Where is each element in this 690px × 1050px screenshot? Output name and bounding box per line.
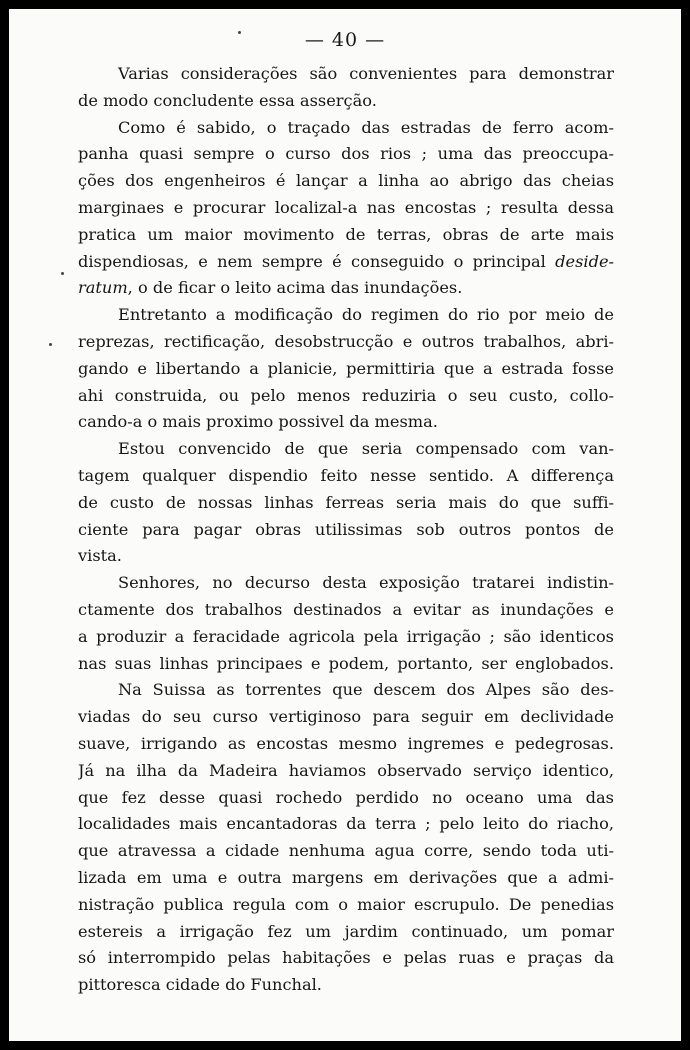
text-line: só interrompido pelas habitações e pelas ruas e praças da bbox=[78, 948, 614, 968]
text-line: de custo de nossas linhas ferreas seria mais do que suffi- bbox=[78, 492, 614, 512]
text-line: ahi construida, ou pelo menos reduziria o seu custo, collo- bbox=[78, 385, 614, 405]
text-line: que atravessa a cidade nenhuma agua corre, sendo toda uti- bbox=[78, 841, 614, 861]
italic-term: ratum bbox=[78, 278, 128, 298]
text-line: Na Suissa as torrentes que descem dos Alpes são des- bbox=[118, 680, 614, 700]
text-line: nas suas linhas principaes e podem, portanto, ser englobados. bbox=[78, 653, 614, 673]
text-line: Estou convencido de que seria compensado com van- bbox=[118, 439, 614, 459]
text-line: ciente para pagar obras utilissimas sob outros pontos de bbox=[78, 519, 614, 539]
text-line: viadas do seu curso vertiginoso para seguir em declividade bbox=[78, 707, 614, 727]
text-line: suave, irrigando as encostas mesmo ingremes e pedegrosas. bbox=[78, 733, 614, 753]
text-line: Já na ilha da Madeira haviamos observado serviço identico, bbox=[78, 760, 614, 780]
body-text bbox=[78, 61, 614, 999]
text-line: que fez desse quasi rochedo perdido no oceano uma das bbox=[78, 787, 614, 807]
text-line: nistração publica regula com o maior escrupulo. De penedias bbox=[78, 894, 614, 914]
text-line bbox=[78, 275, 614, 302]
line-text: , o de ficar o leito acima das inundações. bbox=[127, 278, 463, 298]
print-speck bbox=[49, 343, 52, 346]
text-line: Como é sabido, o traçado das estradas de ferro acom- bbox=[118, 117, 614, 137]
text-line: a produzir a feracidade agricola pela irrigação ; são identicos bbox=[78, 626, 614, 646]
text-line: Varias considerações são convenientes para demonstrar bbox=[118, 64, 614, 83]
text-line: tagem qualquer dispendio feito nesse sentido. A differença bbox=[78, 465, 614, 485]
italic-term: deside- bbox=[555, 251, 614, 271]
text-line: lizada em uma e outra margens em derivações que a admi- bbox=[78, 867, 614, 887]
text-line: cando-a o mais proximo possivel da mesma. bbox=[78, 412, 438, 432]
text-line: gando e libertando a planicie, permittiria que a estrada fosse bbox=[78, 358, 614, 378]
text-line: ções dos engenheiros é lançar a linha ao abrigo das cheias bbox=[78, 171, 614, 191]
text-line: de modo concludente essa asserção. bbox=[78, 90, 377, 110]
text-line: ctamente dos trabalhos destinados a evitar as inundações e bbox=[78, 599, 614, 619]
text-line: Entretanto a modificação do regimen do rio por meio de bbox=[118, 305, 614, 325]
text-line: estereis a irrigação fez um jardim continuado, um pomar bbox=[78, 921, 614, 941]
text-line: marginaes e procurar localizal-a nas encostas ; resulta dessa bbox=[78, 197, 614, 217]
text-line: pratica um maior movimento de terras, obras de arte mais bbox=[78, 224, 614, 244]
document-page bbox=[9, 9, 681, 1041]
print-speck bbox=[61, 272, 64, 275]
text-line: Senhores, no decurso desta exposição tratarei indistin- bbox=[118, 573, 614, 593]
line-text: dispendiosas, e nem sempre é conseguido o principal bbox=[78, 251, 556, 271]
text-line: vista. bbox=[78, 546, 122, 566]
text-line: panha quasi sempre o curso dos rios ; uma das preoccupa- bbox=[78, 144, 614, 164]
text-line: pittoresca cidade do Funchal. bbox=[78, 975, 322, 995]
page-number: — 40 — bbox=[304, 29, 386, 51]
print-speck bbox=[238, 31, 241, 34]
text-line: localidades mais encantadoras da terra ; pelo leito do riacho, bbox=[78, 814, 614, 834]
text-line bbox=[78, 249, 614, 276]
text-line: reprezas, rectificação, desobstrucção e outros trabalhos, abri- bbox=[78, 331, 614, 351]
